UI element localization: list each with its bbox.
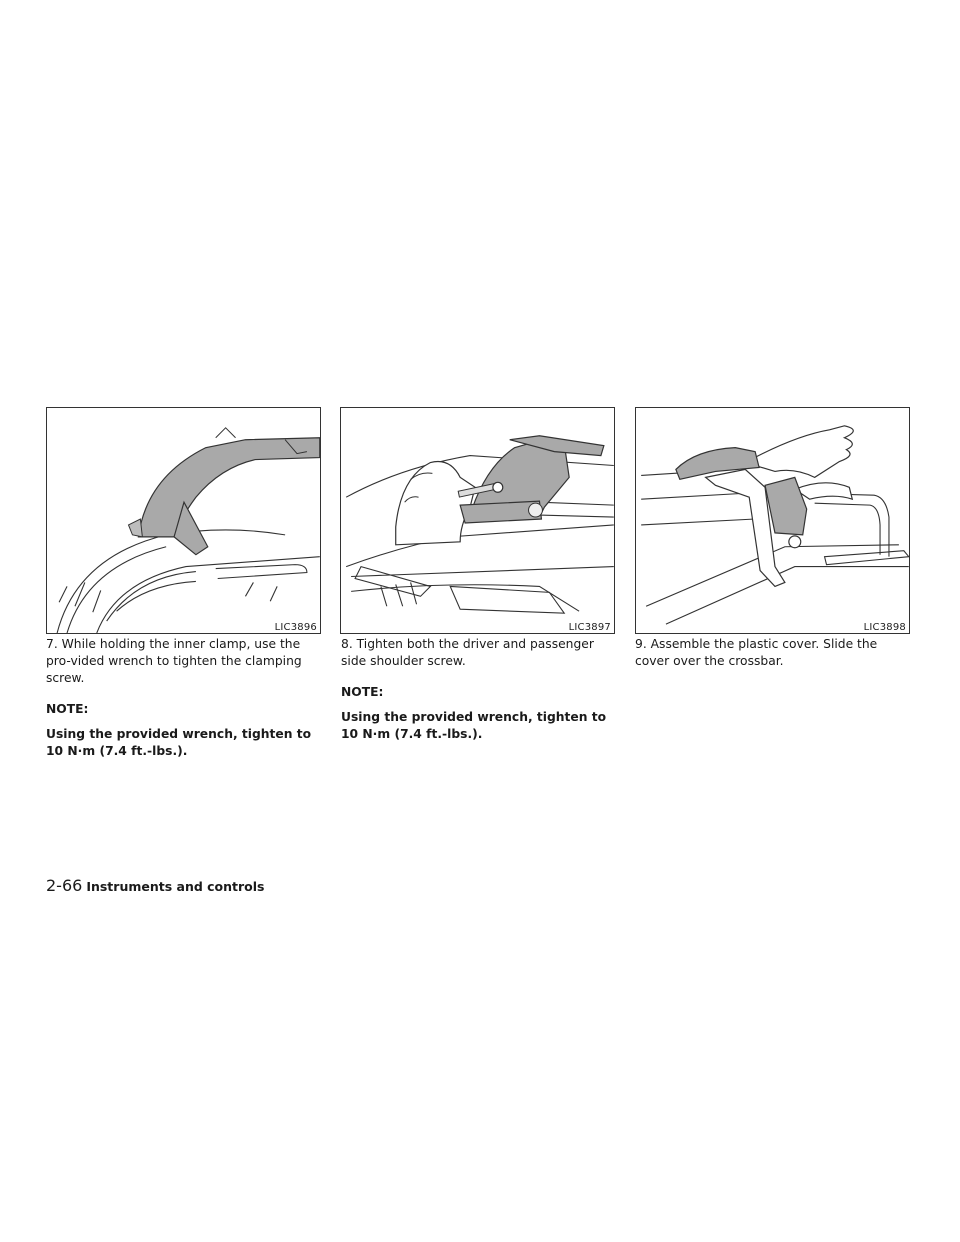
figure-id-label: LIC3898 <box>863 622 906 633</box>
figure-id-label: LIC3897 <box>568 622 611 633</box>
shoulder-screw-illustration <box>341 408 614 633</box>
step-9-text: 9. Assemble the plastic cover. Slide the cover over the crossbar. <box>635 637 878 668</box>
step-8-column <box>341 636 617 743</box>
note-heading: NOTE: <box>46 702 89 716</box>
step-7-column <box>46 636 322 760</box>
plastic-cover-illustration <box>636 408 909 633</box>
figure-id-label: LIC3896 <box>274 622 317 633</box>
roof-rack-clamp-illustration <box>47 408 320 633</box>
note-heading: NOTE: <box>341 685 384 699</box>
figure-lic3896 <box>46 407 321 634</box>
section-title: Instruments and controls <box>86 879 265 894</box>
page-number: 2-66 <box>46 876 83 895</box>
step-9-column <box>635 636 911 670</box>
figure-lic3897 <box>340 407 615 634</box>
step-8-text: 8. Tighten both the driver and passenger side shoulder screw. <box>341 637 594 668</box>
step-7-text: 7. While holding the inner clamp, use the pro-vided wrench to tighten the clamping screw. <box>46 637 302 685</box>
note-text: Using the provided wrench, tighten to 10 N·m (7.4 ft.-lbs.). <box>46 727 312 758</box>
note-text: Using the provided wrench, tighten to 10 N·m (7.4 ft.-lbs.). <box>341 710 607 741</box>
figure-lic3898 <box>635 407 910 634</box>
page-footer <box>46 876 265 895</box>
